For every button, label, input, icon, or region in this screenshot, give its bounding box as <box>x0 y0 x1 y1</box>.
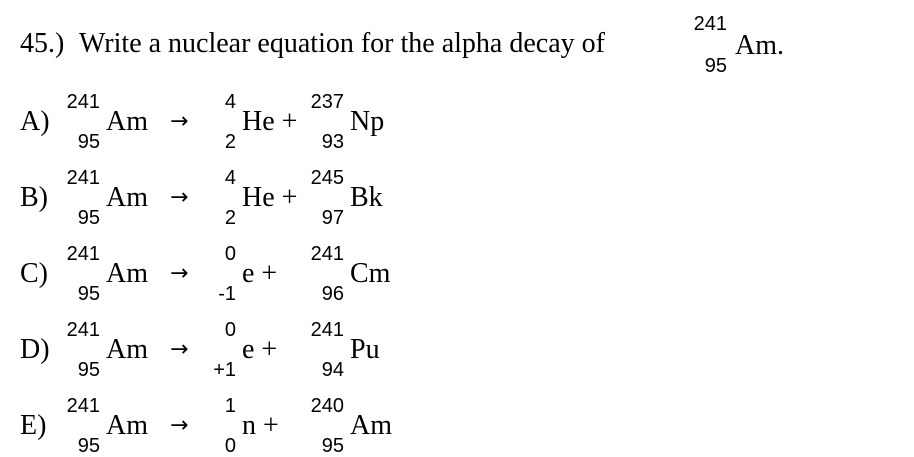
product1-atomic-number: +1 <box>213 359 236 381</box>
reactant-symbol: Am <box>106 410 148 441</box>
answer-choice[interactable] <box>0 320 914 380</box>
reaction-arrow: → <box>170 413 189 438</box>
answer-choice[interactable] <box>0 244 914 304</box>
product1-mass-number: 4 <box>224 91 236 113</box>
product1-atomic-number: 2 <box>224 207 236 229</box>
product2-symbol: Cm <box>350 258 391 289</box>
reaction-arrow: → <box>170 185 189 210</box>
choice-letter: D) <box>20 334 50 365</box>
product1-symbol: e + <box>242 334 278 365</box>
question-number: 45.) <box>20 28 65 59</box>
product1-mass-number: 0 <box>224 243 236 265</box>
reactant-symbol: Am <box>106 106 148 137</box>
nuclide-mass-number: 241 <box>693 13 727 35</box>
choice-letter: C) <box>20 258 48 289</box>
product1-atomic-number: 0 <box>224 435 236 457</box>
answer-choice[interactable] <box>0 396 914 456</box>
reactant-mass-number: 241 <box>66 91 100 113</box>
reactant-mass-number: 241 <box>66 395 100 417</box>
question-text: Write a nuclear equation for the alpha decay of <box>79 28 605 59</box>
product2-mass-number: 241 <box>310 243 344 265</box>
choice-letter: B) <box>20 182 48 213</box>
reactant-mass-number: 241 <box>66 243 100 265</box>
product2-mass-number: 245 <box>310 167 344 189</box>
product1-atomic-number: -1 <box>218 283 236 305</box>
reaction-arrow: → <box>170 109 189 134</box>
reactant-atomic-number: 95 <box>77 283 100 305</box>
product2-symbol: Pu <box>350 334 380 365</box>
reactant-mass-number: 241 <box>66 319 100 341</box>
product1-mass-number: 1 <box>224 395 236 417</box>
product2-mass-number: 237 <box>310 91 344 113</box>
product1-atomic-number: 2 <box>224 131 236 153</box>
product2-atomic-number: 95 <box>321 435 344 457</box>
reactant-mass-number: 241 <box>66 167 100 189</box>
product1-symbol: He + <box>242 182 298 213</box>
product1-symbol: He + <box>242 106 298 137</box>
product2-symbol: Np <box>350 106 385 137</box>
reactant-atomic-number: 95 <box>77 359 100 381</box>
reactant-atomic-number: 95 <box>77 435 100 457</box>
reactant-symbol: Am <box>106 334 148 365</box>
product2-symbol: Am <box>350 410 392 441</box>
answer-choice[interactable] <box>0 168 914 228</box>
reactant-atomic-number: 95 <box>77 207 100 229</box>
choice-letter: A) <box>20 106 50 137</box>
reaction-arrow: → <box>170 261 189 286</box>
product2-atomic-number: 94 <box>321 359 344 381</box>
reactant-atomic-number: 95 <box>77 131 100 153</box>
product2-mass-number: 241 <box>310 319 344 341</box>
choice-letter: E) <box>20 410 47 441</box>
reactant-symbol: Am <box>106 182 148 213</box>
product2-mass-number: 240 <box>310 395 344 417</box>
answer-choice[interactable] <box>0 92 914 152</box>
product2-atomic-number: 93 <box>321 131 344 153</box>
product2-atomic-number: 96 <box>321 283 344 305</box>
reaction-arrow: → <box>170 337 189 362</box>
product1-mass-number: 4 <box>224 167 236 189</box>
reactant-symbol: Am <box>106 258 148 289</box>
product2-atomic-number: 97 <box>321 207 344 229</box>
nuclide-symbol: Am. <box>735 30 784 61</box>
nuclide-atomic-number: 95 <box>704 55 727 77</box>
product1-symbol: n + <box>242 410 279 441</box>
product2-symbol: Bk <box>350 182 383 213</box>
product1-symbol: e + <box>242 258 278 289</box>
product1-mass-number: 0 <box>224 319 236 341</box>
question-line <box>0 0 914 80</box>
